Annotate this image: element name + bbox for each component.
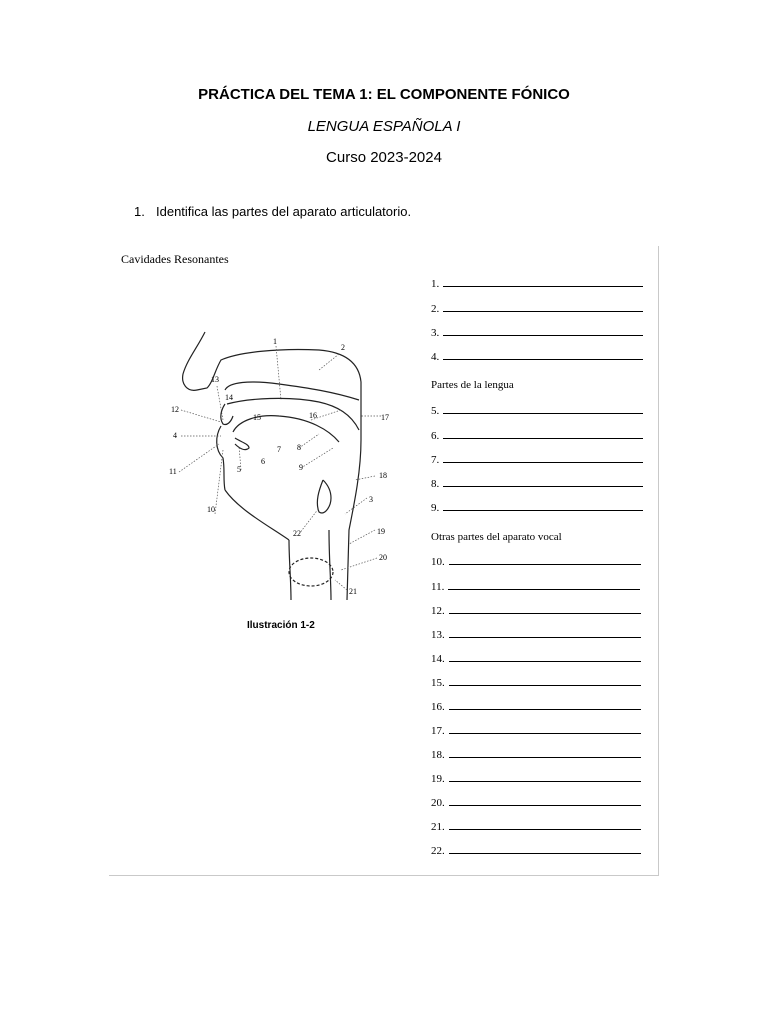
diagram-label: 22 bbox=[293, 529, 301, 538]
blank-field[interactable] bbox=[443, 301, 643, 312]
blank-field[interactable] bbox=[449, 627, 641, 638]
answer-line: 19. bbox=[431, 771, 641, 785]
diagram-label: 13 bbox=[211, 375, 219, 384]
blank-field[interactable] bbox=[443, 276, 643, 287]
blank-field[interactable] bbox=[443, 325, 643, 336]
diagram-label: 5 bbox=[237, 465, 241, 474]
diagram-label: 11 bbox=[169, 467, 177, 476]
section-heading-other: Otras partes del aparato vocal bbox=[431, 531, 562, 543]
exercise-number: 1. bbox=[134, 204, 145, 219]
page-subtitle: LENGUA ESPAÑOLA I bbox=[307, 118, 461, 135]
answer-line: 12. bbox=[431, 603, 641, 617]
blank-field[interactable] bbox=[443, 452, 643, 463]
answer-line: 20. bbox=[431, 795, 641, 809]
diagram-label: 12 bbox=[171, 405, 179, 414]
answer-line: 15. bbox=[431, 675, 641, 689]
blank-field[interactable] bbox=[449, 651, 641, 662]
diagram-label: 16 bbox=[309, 411, 317, 420]
diagram-leader-lines bbox=[179, 346, 381, 590]
diagram-number-labels bbox=[169, 337, 389, 596]
course-year: Curso 2023-2024 bbox=[326, 149, 442, 166]
blank-field[interactable] bbox=[443, 500, 643, 511]
answer-line: 7. bbox=[431, 452, 643, 466]
diagram-label: 7 bbox=[277, 445, 281, 454]
answer-line: 4. bbox=[431, 349, 643, 363]
diagram-label: 2 bbox=[341, 343, 345, 352]
blank-field[interactable] bbox=[448, 579, 640, 590]
answer-line: 22. bbox=[431, 843, 641, 857]
blank-field[interactable] bbox=[449, 795, 641, 806]
answer-line: 11. bbox=[431, 579, 640, 593]
diagram-label: 18 bbox=[379, 471, 387, 480]
answer-lines bbox=[431, 246, 651, 875]
vocal-tract-diagram bbox=[169, 330, 409, 610]
blank-field[interactable] bbox=[449, 747, 641, 758]
diagram-label: 21 bbox=[349, 587, 357, 596]
answer-line: 10. bbox=[431, 554, 641, 568]
exercise-1 bbox=[134, 204, 411, 219]
answer-line: 3. bbox=[431, 325, 643, 339]
section-heading-tongue: Partes de la lengua bbox=[431, 379, 514, 391]
articulatory-figure bbox=[109, 246, 659, 876]
blank-field[interactable] bbox=[449, 723, 641, 734]
vocal-tract-outline bbox=[183, 332, 361, 600]
answer-line: 18. bbox=[431, 747, 641, 761]
figure-heading: Cavidades Resonantes bbox=[121, 252, 229, 266]
page-title: PRÁCTICA DEL TEMA 1: EL COMPONENTE FÓNICO bbox=[198, 86, 570, 103]
blank-field[interactable] bbox=[449, 603, 641, 614]
answer-line: 17. bbox=[431, 723, 641, 737]
blank-field[interactable] bbox=[449, 819, 641, 830]
blank-field[interactable] bbox=[443, 476, 643, 487]
blank-field[interactable] bbox=[449, 675, 641, 686]
blank-field[interactable] bbox=[443, 403, 643, 414]
answer-line: 9. bbox=[431, 500, 643, 514]
answer-line: 14. bbox=[431, 651, 641, 665]
diagram-label: 10 bbox=[207, 505, 215, 514]
blank-field[interactable] bbox=[449, 554, 641, 565]
diagram-label: 15 bbox=[253, 413, 261, 422]
diagram-label: 14 bbox=[225, 393, 233, 402]
exercise-text: Identifica las partes del aparato articulatorio. bbox=[156, 204, 412, 219]
blank-field[interactable] bbox=[443, 428, 643, 439]
answer-line: 6. bbox=[431, 428, 643, 442]
answer-line: 13. bbox=[431, 627, 641, 641]
illustration-caption: Ilustración 1-2 bbox=[247, 620, 315, 631]
blank-field[interactable] bbox=[449, 699, 641, 710]
blank-field[interactable] bbox=[449, 843, 641, 854]
answer-line: 16. bbox=[431, 699, 641, 713]
diagram-label: 6 bbox=[261, 457, 265, 466]
diagram-label: 8 bbox=[297, 443, 301, 452]
diagram-label: 9 bbox=[299, 463, 303, 472]
diagram-label: 1 bbox=[273, 337, 277, 346]
diagram-label: 4 bbox=[173, 431, 177, 440]
diagram-label: 17 bbox=[381, 413, 389, 422]
diagram-label: 3 bbox=[369, 495, 373, 504]
answer-line: 1. bbox=[431, 276, 643, 290]
answer-line: 8. bbox=[431, 476, 643, 490]
diagram-label: 20 bbox=[379, 553, 387, 562]
diagram-label: 19 bbox=[377, 527, 385, 536]
answer-line: 2. bbox=[431, 301, 643, 315]
answer-line: 5. bbox=[431, 403, 643, 417]
answer-line: 21. bbox=[431, 819, 641, 833]
blank-field[interactable] bbox=[449, 771, 641, 782]
blank-field[interactable] bbox=[443, 349, 643, 360]
